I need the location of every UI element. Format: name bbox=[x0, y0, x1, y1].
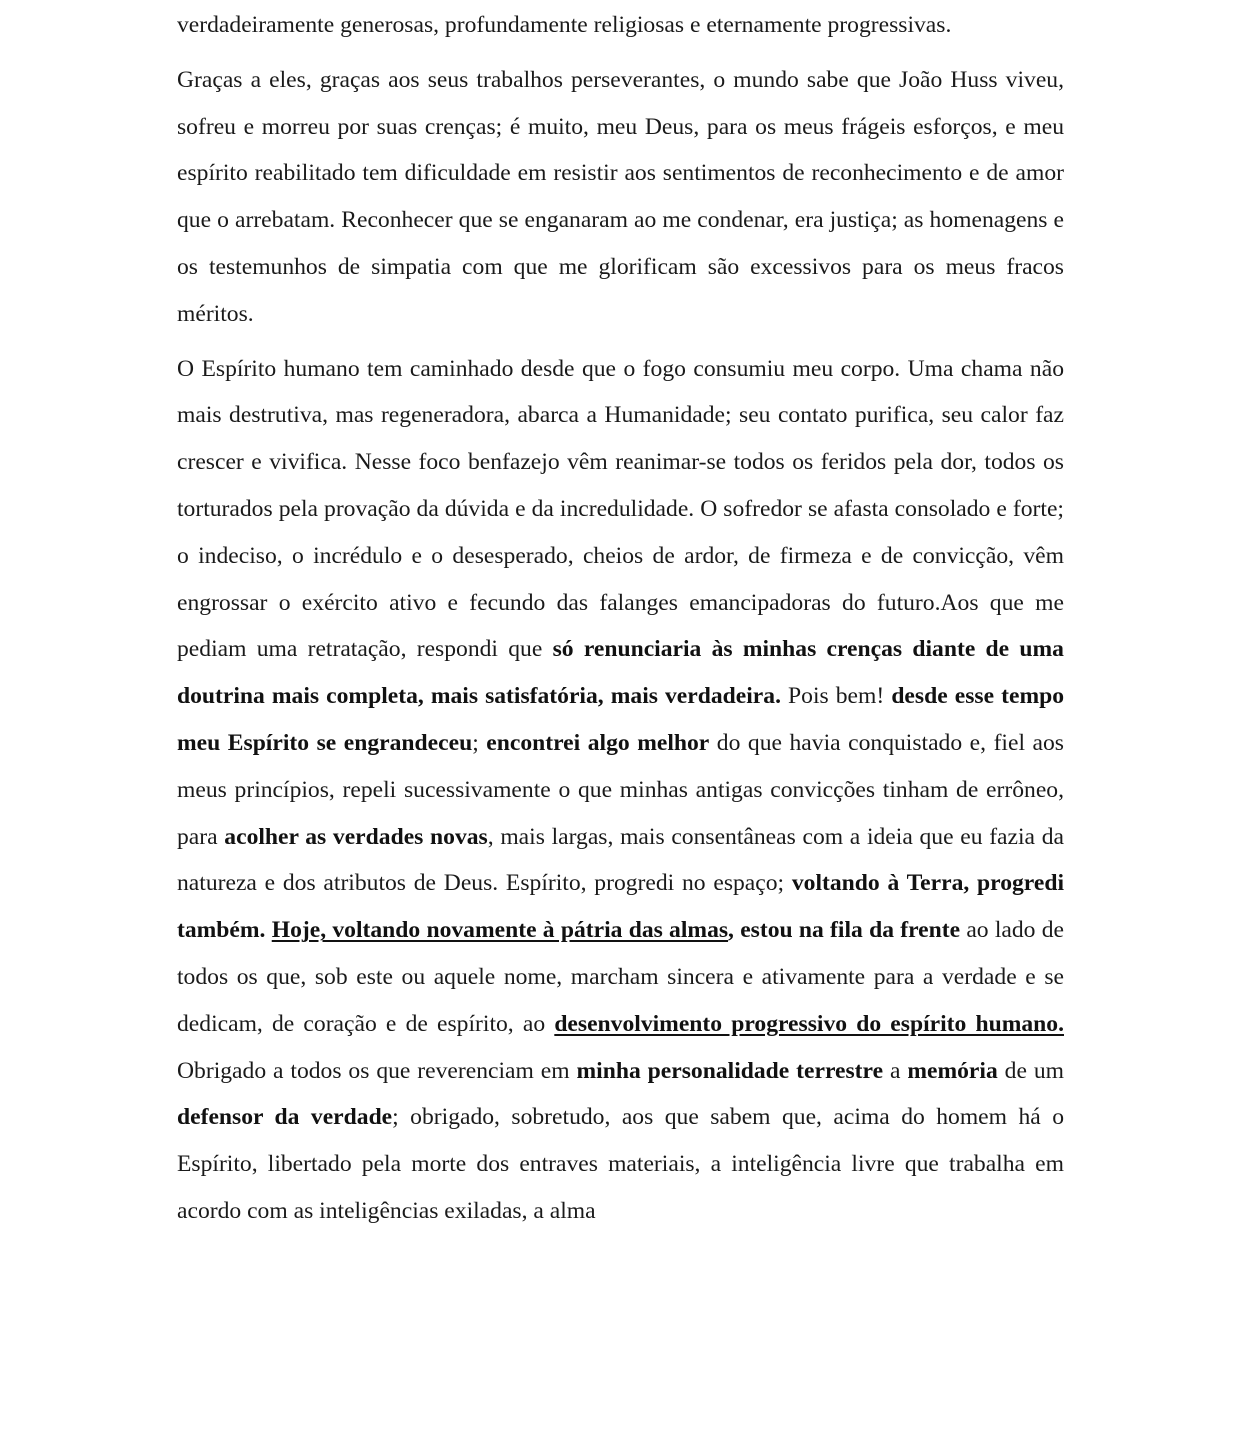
bold-underlined-text bbox=[554, 1011, 1064, 1037]
bold-text: minha personalidade terrestre bbox=[576, 1057, 884, 1084]
paragraph-3 bbox=[177, 346, 1064, 1235]
text-segment: Obrigado a todos os que reverenciam em bbox=[177, 1057, 577, 1084]
text-segment: Aos que me pediam uma retratação, respondi que bbox=[177, 589, 1064, 663]
text-segment: ao lado de todos os que, sob este ou aquele nome, marcham sincera e ativamente para a verdade e se dedicam, de coração e de espírito, ao bbox=[177, 917, 1064, 1037]
bold-underlined-text bbox=[272, 917, 728, 943]
bold-text: defensor da verdade bbox=[177, 1104, 393, 1131]
text-segment: Pois bem! bbox=[780, 683, 892, 710]
bold-text: acolher as verdades novas bbox=[224, 823, 488, 850]
text-segment: do que havia conquistado e, fiel aos meus princípios, repeli sucessivamente o que minhas antigas convicções tinham de errôneo, para bbox=[177, 729, 1064, 850]
bold-text: voltando à Terra, progredi também. bbox=[177, 870, 1064, 944]
bold-text: , bbox=[728, 917, 741, 944]
text-segment: ; obrigado, sobretudo, aos que sabem que, acima do homem há o Espírito, libertado pela morte dos entraves materiais, a inteligência livre que trabalha em acordo com as inteligências exiladas, a alma bbox=[177, 1104, 1064, 1224]
underlined-text: Hoje, voltando novamente à pátria das almas bbox=[271, 917, 729, 944]
paragraph-1 bbox=[177, 0, 1064, 49]
bold-text: desde esse tempo meu Espírito se engrandeceu bbox=[177, 683, 1064, 756]
bold-text: encontrei algo melhor bbox=[486, 729, 710, 756]
text-segment: , mais largas, mais consentâneas com a ideia que eu fazia da natureza e dos atributos de Deus. Espírito, progredi no espaço; bbox=[177, 823, 1064, 897]
document-page bbox=[177, 0, 1064, 1432]
bold-text: só renunciaria às minhas crenças diante de uma doutrina mais completa, mais satisfatória, mais verdadeira. bbox=[177, 636, 1064, 710]
bold-text: memória bbox=[907, 1057, 998, 1084]
text-segment: a bbox=[883, 1057, 908, 1084]
text-segment: ; bbox=[472, 729, 487, 756]
text-segment: O Espírito humano tem caminhado desde que o fogo consumiu meu corpo. Uma chama não mais destrutiva, mas regeneradora, abarca a Humanidade; seu contato purifica, seu calor faz crescer e vivifica. Nesse foco benfazejo vêm reanimar-se todos os feridos pela dor, todos os torturados pela provação da dúvida e da incredulidade. O sofredor se afasta consolado e forte; o indeciso, o incrédulo e o desesperado, cheios de ardor, de firmeza e de convicção, vêm engrossar o exército ativo e fecundo das falanges emancipadoras do futuro. bbox=[177, 355, 1064, 616]
bold-text: estou na fila da frente bbox=[740, 917, 961, 944]
text-segment: Graças a eles, graças aos seus trabalhos perseverantes, o mundo sabe que João Huss viveu, sofreu e morreu por suas crenças; é muito, meu Deus, para os meus frágeis esforços, e meu espírito reabilitado tem dificuldade em resistir aos sentimentos de reconhecimento e de amor que o arrebatam. Reconhecer que se enganaram ao me condenar, era justiça; as homenagens e os testemunhos de simpatia com que me glorificam são excessivos para os meus fracos méritos. bbox=[177, 66, 1064, 327]
text-segment: de um bbox=[997, 1057, 1064, 1084]
underlined-text: desenvolvimento progressivo do espírito humano. bbox=[554, 1010, 1064, 1037]
text-segment: verdadeiramente generosas, profundamente religiosas e eternamente progressivas. bbox=[177, 12, 952, 38]
paragraph-2 bbox=[177, 57, 1064, 338]
